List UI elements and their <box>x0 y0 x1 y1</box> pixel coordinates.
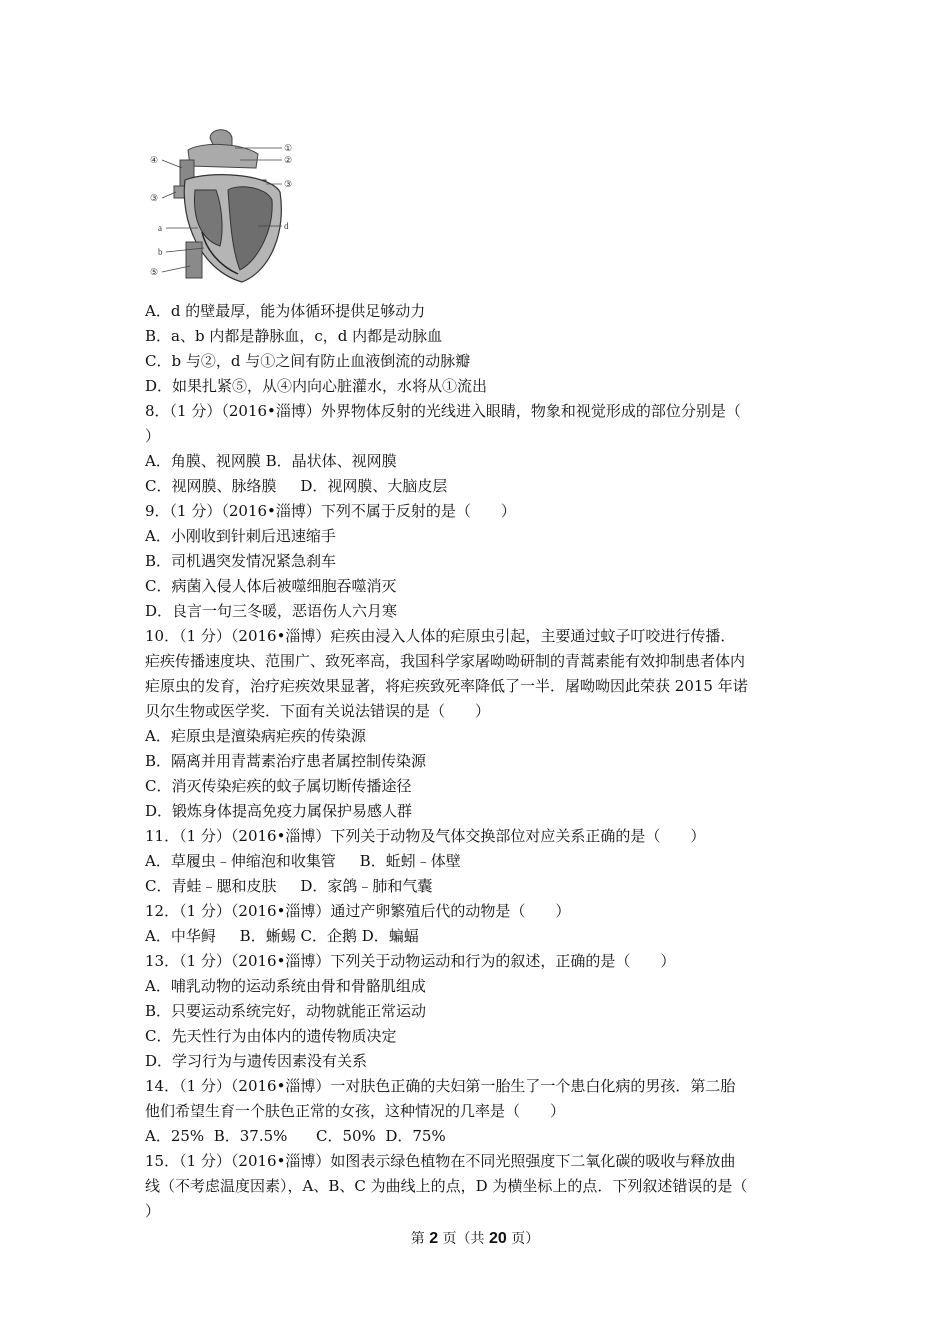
text-line: ） <box>145 1202 161 1220</box>
text-line: C．病菌入侵人体后被噬细胞吞噬消灭 <box>145 577 397 595</box>
figure-label: ③ <box>150 193 159 203</box>
text-line: A．角膜、视网膜 B．晶状体、视网膜 <box>145 452 397 470</box>
text-line: A．25% B．37.5% C．50% D．75% <box>145 1127 446 1145</box>
footer-prefix: 第 <box>410 1231 430 1247</box>
figure-label: ⑤ <box>150 267 159 277</box>
text-line: B．只要运动系统完好，动物就能正常运动 <box>145 1002 427 1020</box>
text-line: ） <box>145 427 161 445</box>
text-line: B．a、b 内都是静脉血，c，d 内都是动脉血 <box>145 327 443 345</box>
text-line: B．隔离并用青蒿素治疗患者属控制传染源 <box>145 752 427 770</box>
text-line: A．小刚收到针刺后迅速缩手 <box>145 527 336 545</box>
text-line: D．锻炼身体提高免疫力属保护易感人群 <box>145 802 413 820</box>
figure-label: d <box>284 221 289 231</box>
text-line: 疟原虫的发育，治疗疟疾效果显著，将疟疾致死率降低了一半．屠呦呦因此荣获 2015 年诺 <box>145 677 748 695</box>
heart-diagram <box>140 120 300 292</box>
text-line: 10．（1 分）（2016•淄博）疟疾由浸入人体的疟原虫引起，主要通过蚊子叮咬进行传播． <box>145 627 736 645</box>
figure-label: ① <box>284 143 293 153</box>
text-line: D．学习行为与遗传因素没有关系 <box>145 1052 368 1070</box>
text-line: C．先天性行为由体内的遗传物质决定 <box>145 1027 397 1045</box>
figure-label: ③ <box>284 179 293 189</box>
text-line: 贝尔生物或医学奖．下面有关说法错误的是（ ） <box>145 702 491 720</box>
text-line: D．良言一句三冬暖，恶语伤人六月寒 <box>145 602 398 620</box>
page-total: 20 <box>489 1230 507 1247</box>
text-line: 线（不考虑温度因素），A、B、C 为曲线上的点，D 为横坐标上的点．下列叙述错误的是（ <box>145 1177 748 1195</box>
heart-diagram-svg <box>140 120 300 292</box>
text-line: 8．（1 分）（2016•淄博）外界物体反射的光线进入眼睛，物象和视觉形成的部位分别是（ <box>145 402 741 420</box>
text-line: C．青蛙﹣腮和皮肤 D．家鸽﹣肺和气囊 <box>145 877 433 895</box>
text-line: A．中华鲟 B．蜥蜴 C．企鹅 D．蝙蝠 <box>145 927 419 945</box>
text-line: A．d 的壁最厚，能为体循环提供足够动力 <box>145 302 426 320</box>
text-line: 他们希望生育一个肤色正常的女孩，这种情况的几率是（ ） <box>145 1102 566 1120</box>
text-line: 11．（1 分）（2016•淄博）下列关于动物及气体交换部位对应关系正确的是（ ） <box>145 827 706 845</box>
text-line: A．哺乳动物的运动系统由骨和骨骼肌组成 <box>145 977 426 995</box>
text-line: 13．（1 分）（2016•淄博）下列关于动物运动和行为的叙述，正确的是（ ） <box>145 952 676 970</box>
text-line: C．视网膜、脉络膜 D．视网膜、大脑皮层 <box>145 477 448 495</box>
figure-label: b <box>158 247 163 257</box>
text-line: B．司机遇突发情况紧急刹车 <box>145 552 337 570</box>
figure-label: a <box>158 223 162 233</box>
question-text <box>145 299 813 1224</box>
footer-middle: 页（共 <box>438 1231 489 1247</box>
footer-suffix: 页） <box>506 1231 540 1247</box>
text-line: C．消灭传染疟疾的蚊子属切断传播途径 <box>145 777 412 795</box>
text-line: C．b 与②，d 与①之间有防止血液倒流的动脉瓣 <box>145 352 471 370</box>
text-line: D．如果扎紧⑤，从④内向心脏灌水，水将从①流出 <box>145 377 488 395</box>
text-line: 15．（1 分）（2016•淄博）如图表示绿色植物在不同光照强度下二氧化碳的吸收与释放曲 <box>145 1152 736 1170</box>
figure-label: ② <box>284 155 293 165</box>
text-line: 疟疾传播速度块、范围广、致死率高，我国科学家屠呦呦研制的青蒿素能有效抑制患者体内 <box>145 652 746 670</box>
text-line: A．疟原虫是澶染病疟疾的传染源 <box>145 727 366 745</box>
text-line: 14．（1 分）（2016•淄博）一对肤色正确的夫妇第一胎生了一个患白化病的男孩．第二胎 <box>145 1077 736 1095</box>
figure-label: ④ <box>150 155 159 165</box>
text-line: 12．（1 分）（2016•淄博）通过产卵繁殖后代的动物是（ ） <box>145 902 571 920</box>
text-line: A．草履虫﹣伸缩泡和收集管 B．蚯蚓﹣体壁 <box>145 852 461 870</box>
text-line: 9．（1 分）（2016•淄博）下列不属于反射的是（ ） <box>145 502 516 520</box>
page-footer <box>0 1228 950 1250</box>
page-number: 2 <box>429 1230 439 1247</box>
